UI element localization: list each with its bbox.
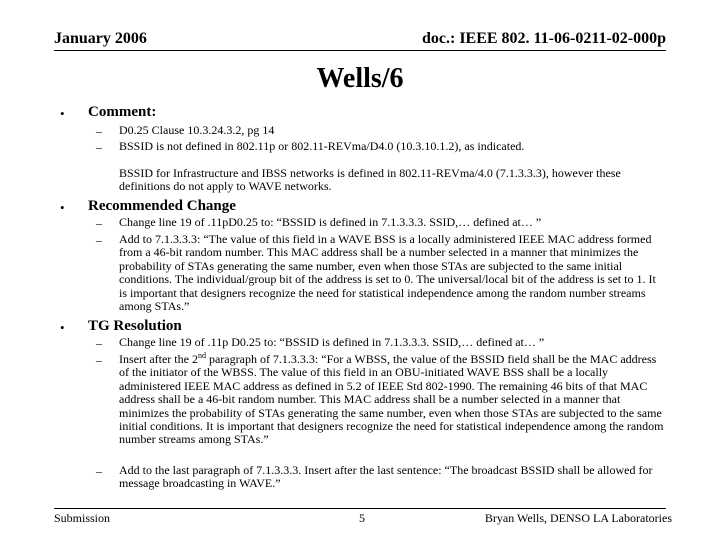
dash-icon: –	[96, 336, 102, 350]
footer-page-number: 5	[359, 511, 365, 525]
footer-submission: Submission	[54, 511, 111, 525]
footer-rule	[54, 508, 666, 509]
dash-icon: –	[96, 233, 102, 247]
dash-icon: –	[96, 124, 102, 138]
comment-note: BSSID for Infrastructure and IBSS networks is defined in 802.11-REVma/4.0 (7.1.3.3.3), however these definitions do not apply to WAVE networks.	[119, 166, 621, 194]
slide-title: Wells/6	[316, 63, 404, 94]
dash-icon: –	[96, 353, 102, 367]
resolution-item	[119, 353, 664, 447]
resolution-item-post: paragraph of 7.1.3.3.3: “For a WBSS, the value of the BSSID field shall be the MAC address of the initiator of the WBSS. The value of this field in an OBU-initiated WAVE BSS shall be a locally administered IEEE MAC address as defined in 5.2 of IEEE Std 802-1990. The remaining 46 bits of that MAC address shall be a 46-bit random number. This MAC address shall be a number selected in a manner that minimizes the probability of STAs generating the same number, even when those STAs are subjected to the same initial conditions. It is important that designers recognize the need for statistical independence among the random number streams among STAs.”	[119, 352, 664, 447]
comment-item: D0.25 Clause 10.3.24.3.2, pg 14	[119, 123, 275, 137]
bullet-icon: •	[60, 106, 65, 121]
bullet-icon: •	[60, 200, 65, 215]
resolution-item: Change line 19 of .11p D0.25 to: “BSSID is defined in 7.1.3.3.3. SSID,… defined at… ”	[119, 335, 545, 349]
resolution-item: Add to the last paragraph of 7.1.3.3.3. Insert after the last sentence: “The broadcast BSSID shall be allowed for message broadcasting in WAVE.”	[119, 463, 653, 491]
bullet-icon: •	[60, 320, 65, 335]
comment-item: BSSID is not defined in 802.11p or 802.11-REVma/D4.0 (10.3.10.1.2), as indicated.	[119, 139, 525, 153]
section-heading-tg-resolution: TG Resolution	[88, 318, 182, 334]
header-date: January 2006	[54, 30, 147, 47]
recommended-item: Add to 7.1.3.3.3: “The value of this field in a WAVE BSS is a locally administered IEEE MAC address formed from a 46-bit random number. This MAC address shall be a number selected in a manner that minimizes the probability of STAs generating the same number, even when those STAs are subjected to the same initial conditions. The individual/group bit of the address is set to 0. The universal/local bit of the address is set to 1. It is important that designers recognize the need for statistical independence among the random number streams among STAs.”	[119, 232, 656, 314]
header-doc-id: doc.: IEEE 802. 11-06-0211-02-000p	[421, 30, 666, 47]
dash-icon: –	[96, 464, 102, 478]
section-heading-comment: Comment:	[88, 104, 157, 120]
section-heading-recommended-change: Recommended Change	[88, 198, 236, 214]
resolution-item-pre: Insert after the 2	[119, 352, 198, 366]
header-rule	[54, 50, 666, 51]
dash-icon: –	[96, 140, 102, 154]
footer-author: Bryan Wells, DENSO LA Laboratories	[484, 511, 672, 525]
dash-icon: –	[96, 216, 102, 230]
recommended-item: Change line 19 of .11pD0.25 to: “BSSID is defined in 7.1.3.3.3. SSID,… defined at… ”	[119, 215, 542, 229]
ordinal-suffix: nd	[197, 351, 206, 360]
